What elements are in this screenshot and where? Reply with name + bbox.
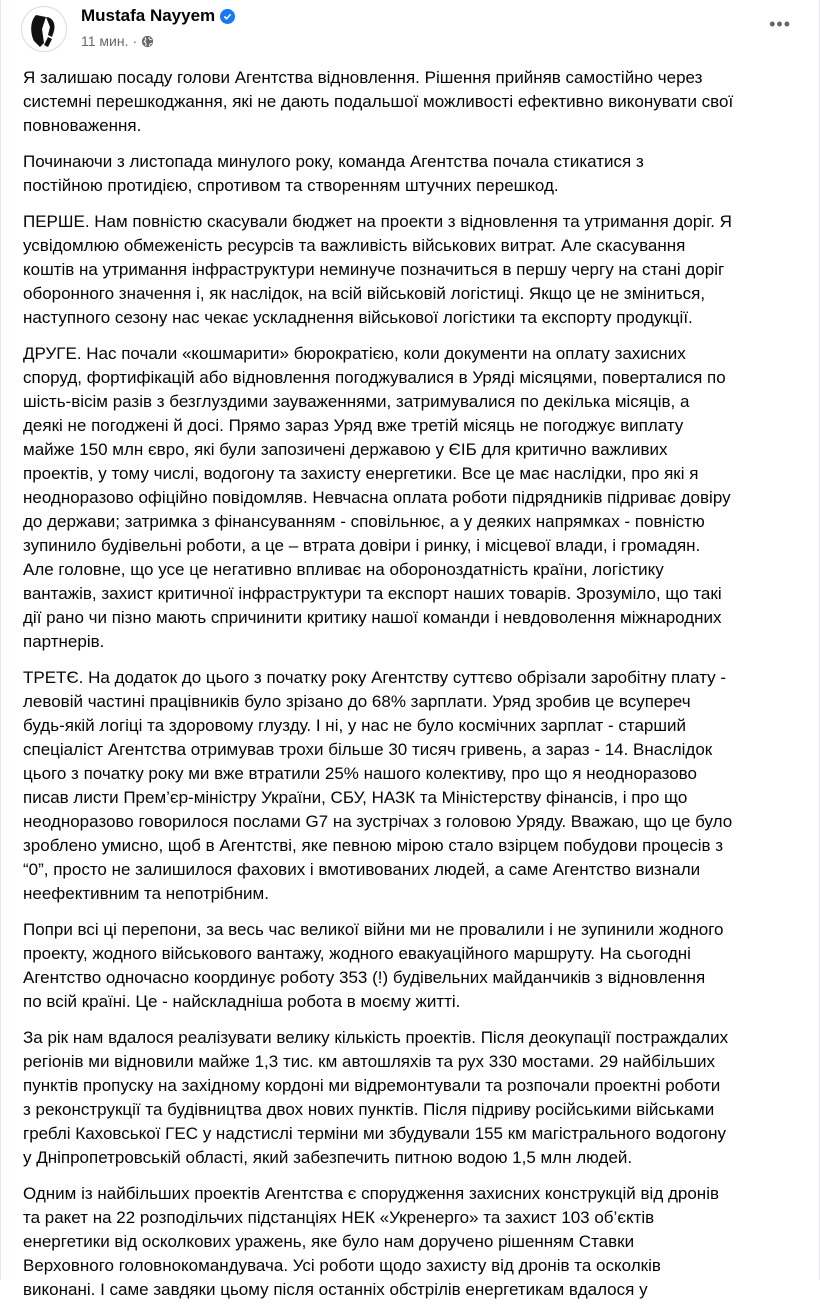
post-paragraph	[23, 1182, 813, 1302]
post-text-line: та ракет на 22 розподільчих підстанціях НЕК «Укренерго» та захист 103 об’єктів	[23, 1208, 655, 1227]
post-text-line: Попри всі ці перепони, за весь час великої війни ми не провалили і не зупинили жодного	[23, 920, 724, 939]
post-text-line: неодноразово говорилося послами G7 на зустрічах з головою Уряду. Вважаю, що це було	[23, 812, 733, 831]
post-text-line: оборонного значення і, як наслідок, на всій військовій логістиці. Якщо це не зміниться,	[23, 284, 706, 303]
post-paragraph	[23, 150, 813, 198]
post-text-line: по всій країні. Це - найскладніша робота в моєму житті.	[23, 992, 461, 1011]
post-text-line: у Дніпропетровській області, який забезпечить питною водою 1,5 млн людей.	[23, 1148, 633, 1167]
post-paragraph	[23, 666, 813, 906]
post-body	[23, 66, 813, 1314]
meta-separator: ·	[132, 33, 138, 49]
verified-badge-icon	[220, 9, 235, 24]
post-text-line: Верховного головнокомандувача. Усі роботи щодо захисту від дронів та осколків	[23, 1256, 661, 1275]
post-text-line: вантажів, захист критичної інфраструктури та експорт наших товарів. Зрозуміло, що такі	[23, 584, 722, 603]
post-text-line: левовій частині працівників було зрізано до 68% зарплати. Уряд зробив це всупереч	[23, 692, 691, 711]
post-text-line: Агентство одночасно координує роботу 353 (!) будівельних майданчиків з відновлення	[23, 968, 706, 987]
post-text-line: Одним із найбільших проектів Агентства є спорудження захисних конструкцій від дронів	[23, 1184, 719, 1203]
author-name[interactable]: Mustafa Nayyem	[81, 6, 216, 25]
post-text-line: ТРЕТЄ. На додаток до цього з початку року Агентству суттєво обрізали заробітну плату -	[23, 668, 727, 687]
avatar-portrait-icon	[22, 7, 66, 51]
post-text-line: зупинило будівельні роботи, а це – втрата довіри і ринку, і місцевої влади, і громадян.	[23, 536, 701, 555]
post-text-line: постійною протидією, спротивом та створенням штучних перешкод.	[23, 176, 559, 195]
post-text-line: Але головне, що усе це негативно впливає на обороноздатність країни, логістику	[23, 560, 664, 579]
post-meta	[81, 33, 154, 49]
post-paragraph	[23, 342, 813, 654]
post-text-line: Починаючи з листопада минулого року, команда Агентства почала стикатися з	[23, 152, 644, 171]
post-text-line: За рік нам вдалося реалізувати велику кількість проектів. Після деокупації постраждалих	[23, 1028, 729, 1047]
post-text-line: регіонів ми відновили майже 1,3 тис. км автошляхів та рух 330 мостами. 29 найбільших	[23, 1052, 716, 1071]
post-text-line: виконані. І саме завдяки цьому після останніх обстрілів енергетикам вдалося у	[23, 1280, 648, 1299]
post-text-line: шість-вісім разів з безглуздими зауваженнями, затримувалися по декілька місяців, а	[23, 392, 690, 411]
post-time[interactable]: 11 мин.	[81, 33, 129, 49]
avatar[interactable]	[21, 6, 67, 52]
post-text-line: дії рано чи пізно мають спричинити критику нашої команди і невдоволення міжнародних	[23, 608, 722, 627]
post-text-line: деякі не погоджені й досі. Прямо зараз Уряд вже третій місяць не погоджує виплату	[23, 416, 684, 435]
post-text-line: неефективним та непотрібним.	[23, 884, 269, 903]
post-text-line: з реконструкції та будівництва двох нових пунктів. Після підриву російськими військами	[23, 1100, 715, 1119]
post-text-line: пунктів пропуску на західному кордоні ми відремонтували та розпочали проектні роботи	[23, 1076, 721, 1095]
post-text-line: греблі Каховської ГЕС у надстислі терміни ми збудували 155 км магістрального водогону	[23, 1124, 726, 1143]
post-paragraph	[23, 1026, 813, 1170]
post-text-line: спеціаліст Агентства отримував трохи більше 30 тисяч гривень, а зараз - 14. Внаслідок	[23, 740, 713, 759]
post-text-line: будь-якій логіці та здоровому глузду. І ні, у нас не було космічних зарплат - старший	[23, 716, 686, 735]
post-text-line: системні перешкоджання, які не дають подальшої можливості ефективно виконувати свої	[23, 92, 734, 111]
post-paragraph	[23, 918, 813, 1014]
post-text-line: повноваження.	[23, 116, 142, 135]
post-text-line: проектів, у тому числі, водогону та захисту енергетики. Все це має наслідки, про які я	[23, 464, 699, 483]
author-name-row	[81, 6, 235, 26]
post-text-line: споруд, фортифікацій або відновлення погоджувалися в Уряді місяцями, поверталися по	[23, 368, 726, 387]
post-paragraph	[23, 66, 813, 138]
post-text-line: майже 150 млн євро, які були запозичені державою у ЄІБ для критично важливих	[23, 440, 668, 459]
post-text-line: Я залишаю посаду голови Агентства відновлення. Рішення прийняв самостійно через	[23, 68, 703, 87]
post-text-line: зроблено умисно, щоб в Агентстві, яке певною мірою стало взірцем побудови процесів з	[23, 836, 724, 855]
post-text-line: неодноразово офіційно повідомляв. Невчасна оплата роботи підрядників підриває довіру	[23, 488, 731, 507]
post-text-line: наступного сезону нас чекає ускладнення військової логістики та експорту продукції.	[23, 308, 693, 327]
post-text-line: енергетики від осколкових уражень, яке було нам доручено рішенням Ставки	[23, 1232, 635, 1251]
post-text-line: ДРУГЕ. Нас почали «кошмарити» бюрократією, коли документи на оплату захисних	[23, 344, 686, 363]
post-text-line: цього з початку року ми вже втратили 25% нашого колективу, про що я неодноразово	[23, 764, 697, 783]
post-text-line: до держави; затримка з фінансуванням - сповільнює, а у деяких напрямках - повністю	[23, 512, 705, 531]
post-text-line: писав листи Прем’єр-міністру України, СБУ, НАЗК та Міністерству фінансів, і про що	[23, 788, 688, 807]
post-text-line: проекту, жодного військового вантажу, жодного евакуаційного маршруту. На сьогодні	[23, 944, 691, 963]
post-text-line: коштів на утримання інфраструктури неминуче позначиться в першу чергу на стані доріг	[23, 260, 725, 279]
post-text-line: усвідомлюю обмеженість ресурсів та важливість військових витрат. Але скасування	[23, 236, 686, 255]
post-text-line: “0”, просто не залишилося фахових і вмотивованих людей, а саме Агентство визнали	[23, 860, 701, 879]
more-options-button[interactable]: •••	[769, 14, 791, 34]
post-paragraph	[23, 210, 813, 330]
post-text-line: ПЕРШЕ. Нам повністю скасували бюджет на проекти з відновлення та утримання доріг. Я	[23, 212, 732, 231]
post-text-line: партнерів.	[23, 632, 105, 651]
globe-icon	[141, 35, 154, 48]
